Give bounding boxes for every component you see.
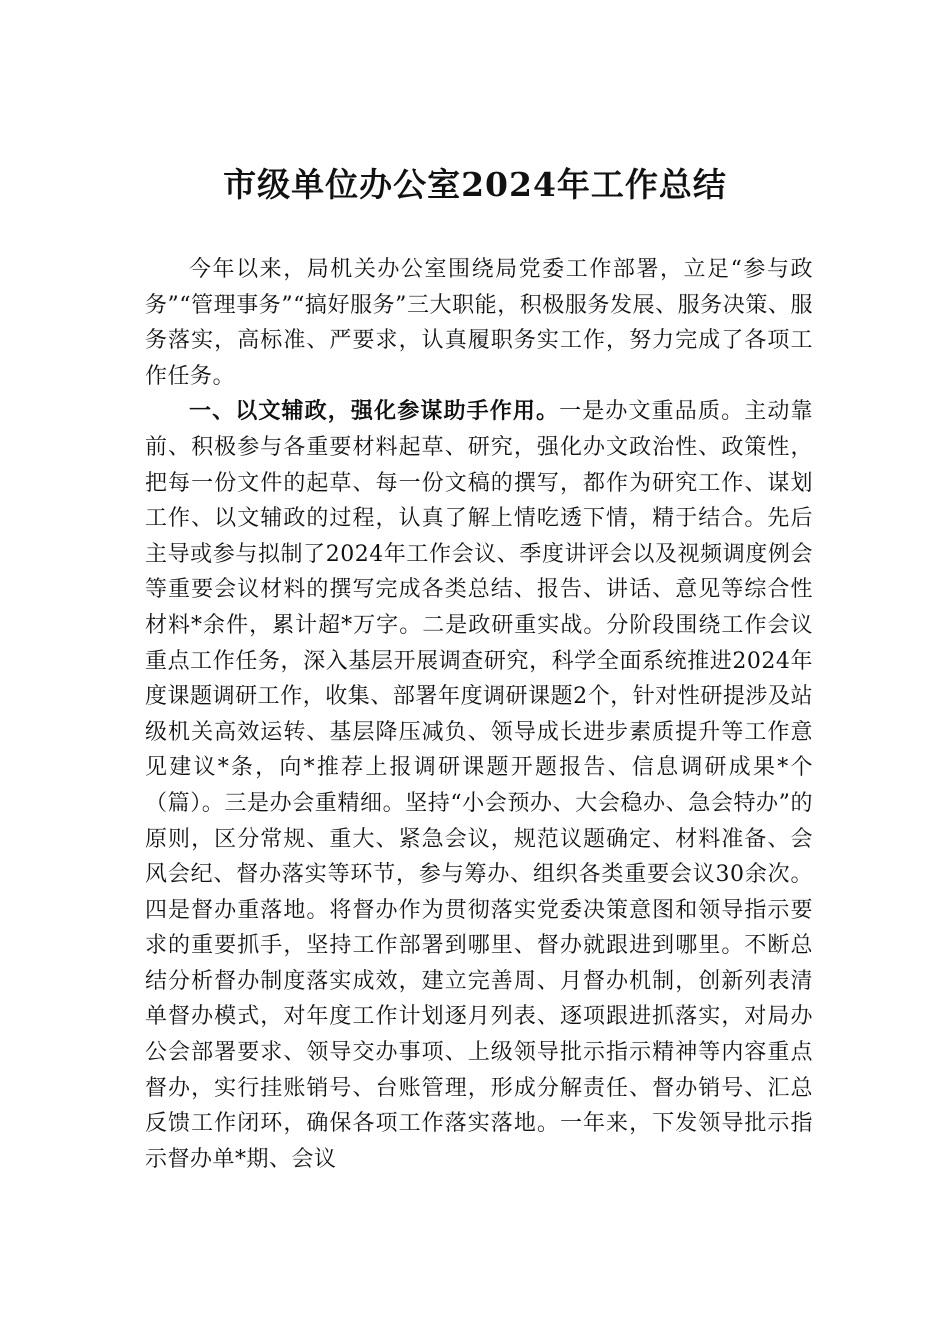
section-1-body: 一是办文重品质。主动靠前、积极参与各重要材料起草、研究，强化办文政治性、政策性，把每一份文件的起草、每一份文稿的撰写，都作为研究工作、谋划工作、以文辅政的过程，认真了解上情吃透下情，精于结合。先后主导或参与拟制了2024年工作会议、季度讲评会以及视频调度例会等重要会议材料的撰写完成各类总结、报告、讲话、意见等综合性材料*余件，累计超*万字。二是政研重实战。分阶段围绕工作会议重点工作任务，深入基层开展调查研究，科学全面系统推进2024年度课题调研工作，收集、部署年度调研课题2个，针对性研提涉及站级机关高效运转、基层降压减负、领导成长进步素质提升等工作意见建议*条，向*推荐上报调研课题开题报告、信息调研成果*个（篇）。三是办会重精细。坚持“小会预办、大会稳办、急会特办”的原则，区分常规、重大、紧急会议，规范议题确定、材料准备、会风会纪、督办落实等环节，参与筹办、组织各类重要会议30余次。四是督办重落地。将督办作为贯彻落实党委决策意图和领导指示要求的重要抓手，坚持工作部署到哪里、督办就跟进到哪里。不断总结分析督办制度落实成效，建立完善周、月督办机制，创新列表清单督办模式，对年度工作计划逐月列表、逐项跟进抓落实，对局办公会部署要求、领导交办事项、上级领导批示指示精神等内容重点督办，实行挂账销号、台账管理，形成分解责任、督办销号、汇总反馈工作闭环，确保各项工作落实落地。一年来，下发领导批示指示督办单*期、会议 <box>145 399 813 1172</box>
section-1-heading: 一、以文辅政，强化参谋助手作用。 <box>189 399 560 425</box>
document-body <box>145 252 813 1177</box>
intro-paragraph: 今年以来，局机关办公室围绕局党委工作部署，立足“参与政务”“管理事务”“搞好服务”三大职能，积极服务发展、服务决策、服务落实，高标准、严要求，认真履职务实工作，努力完成了各项工作任务。 <box>145 257 813 389</box>
document-title: 市级单位办公室2024年工作总结 <box>223 165 727 204</box>
section-1-paragraph <box>145 394 813 1177</box>
